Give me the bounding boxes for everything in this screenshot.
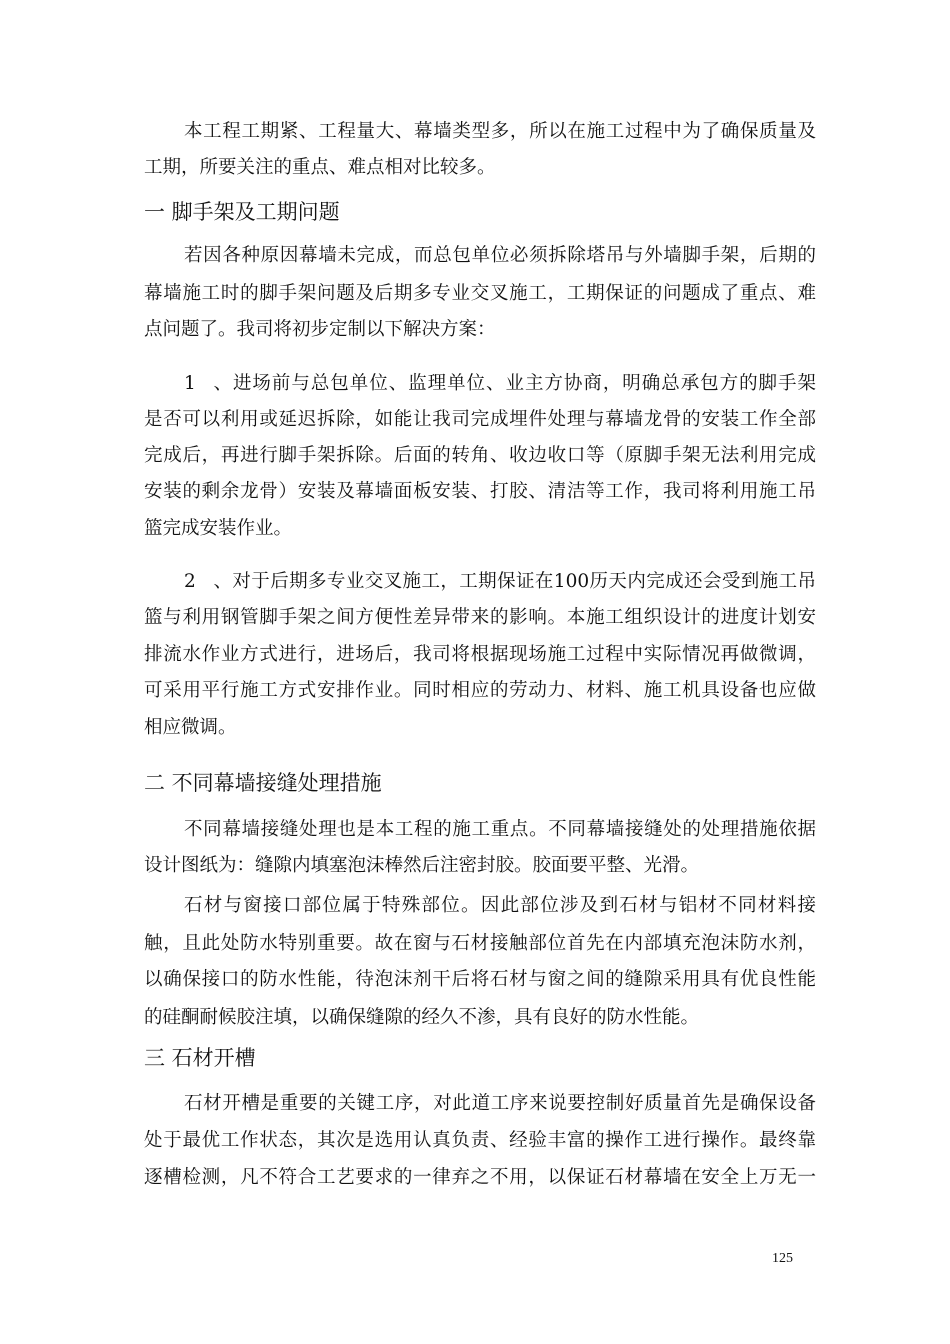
list-item-line: 完成后，再进行脚手架拆除。后面的转角、收边收口等（原脚手架无法利用完成 (144, 445, 816, 466)
list-item-line (184, 372, 816, 396)
paragraph-line: 若因各种原因幕墙未完成，而总包单位必须拆除塔吊与外墙脚手架，后期的 (184, 245, 816, 266)
intro-line: 工期，所要关注的重点、难点相对比较多。 (144, 157, 496, 178)
list-item-line: 安装的剩余龙骨）安装及幕墙面板安装、打胶、清洁等工作，我司将利用施工吊 (144, 481, 816, 502)
paragraph-line: 点问题了。我司将初步定制以下解决方案： (144, 319, 496, 340)
list-item-line: 篮与利用钢管脚手架之间方便性差异带来的影响。本施工组织设计的进度计划安 (144, 607, 816, 628)
section-heading-stone-grooving: 三 石材开槽 (144, 1046, 256, 1070)
section-heading-joint-treatment: 二 不同幕墙接缝处理措施 (144, 771, 382, 795)
paragraph-line: 的硅酮耐候胶注填，以确保缝隙的经久不渗，具有良好的防水性能。 (144, 1007, 700, 1028)
list-item-line: 是否可以利用或延迟拆除，如能让我司完成埋件处理与幕墙龙骨的安装工作全部 (144, 409, 816, 430)
page-number: 125 (772, 1251, 793, 1266)
paragraph-line: 石材与窗接口部位属于特殊部位。因此部位涉及到石材与铝材不同材料接 (184, 895, 816, 916)
list-item-line: 排流水作业方式进行，进场后，我司将根据现场施工过程中实际情况再做微调， (144, 644, 816, 665)
paragraph-line: 设计图纸为：缝隙内填塞泡沫棒然后注密封胶。胶面要平整、光滑。 (144, 855, 700, 876)
list-item-line: 可采用平行施工方式安排作业。同时相应的劳动力、材料、施工机具设备也应做 (144, 680, 816, 701)
paragraph-line: 不同幕墙接缝处理也是本工程的施工重点。不同幕墙接缝处的处理措施依据 (184, 819, 816, 840)
paragraph-line: 逐槽检测，凡不符合工艺要求的一律弃之不用，以保证石材幕墙在安全上万无一 (144, 1167, 816, 1188)
paragraph-line: 以确保接口的防水性能，待泡沫剂干后将石材与窗之间的缝隙采用具有优良性能 (144, 969, 816, 990)
list-item-line: 篮完成安装作业。 (144, 518, 293, 539)
paragraph-line: 幕墙施工时的脚手架问题及后期多专业交叉施工，工期保证的问题成了重点、难 (144, 283, 816, 304)
list-item-line (184, 570, 816, 594)
list-item-text: 对于后期多专业交叉施工，工期保证在100历天内完成还会受到施工吊 (232, 571, 816, 592)
list-item-text: 进场前与总包单位、监理单位、业主方协商，明确总承包方的脚手架 (232, 373, 816, 394)
intro-line: 本工程工期紧、工程量大、幕墙类型多，所以在施工过程中为了确保质量及 (184, 121, 816, 142)
paragraph-line: 处于最优工作状态，其次是选用认真负责、经验丰富的操作工进行操作。最终靠 (144, 1130, 816, 1151)
section-heading-scaffolding: 一 脚手架及工期问题 (144, 200, 340, 224)
paragraph-line: 石材开槽是重要的关键工序，对此道工序来说要控制好质量首先是确保设备 (184, 1093, 816, 1114)
list-item-number: 2、 (184, 571, 232, 592)
list-item-number: 1、 (184, 373, 232, 394)
paragraph-line: 触，且此处防水特别重要。故在窗与石材接触部位首先在内部填充泡沫防水剂， (144, 933, 816, 954)
list-item-line: 相应微调。 (144, 717, 237, 738)
